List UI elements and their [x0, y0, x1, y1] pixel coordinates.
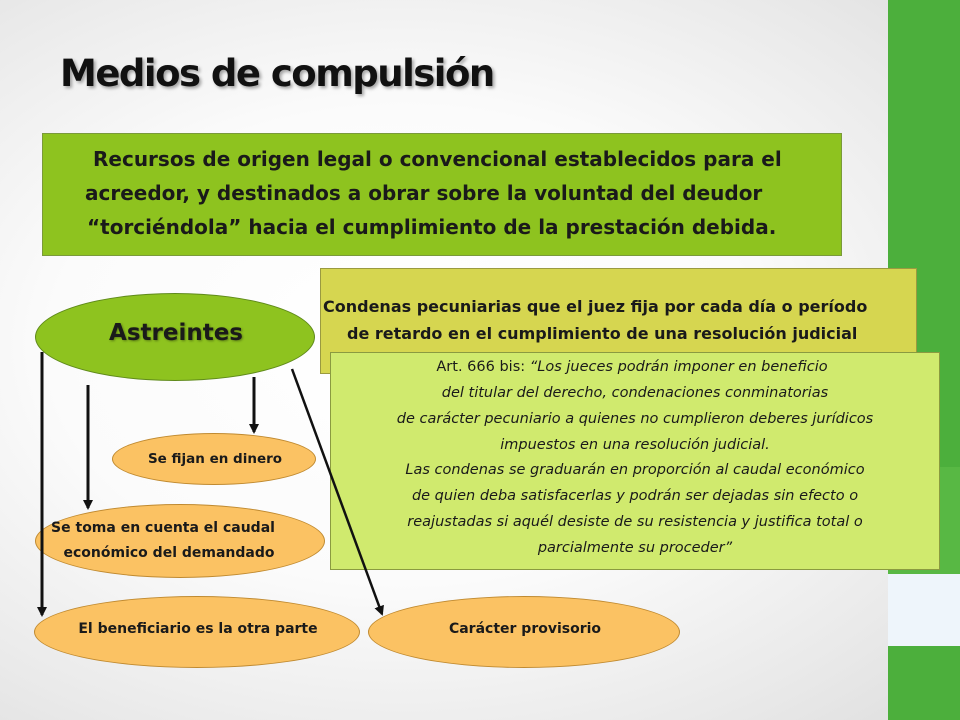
- article-line-4: impuestos en una resolución judicial.: [500, 437, 770, 453]
- summary-line-1: Condenas pecuniarias que el juez fija por cada día o período: [323, 297, 868, 316]
- article-line-3: de carácter pecuniario a quienes no cumplieron deberes jurídicos: [396, 411, 874, 427]
- article-line-5: Las condenas se graduarán en proporción al caudal económico: [405, 462, 865, 478]
- article-line-7: reajustadas si aquél desiste de su resistencia y justifica total o: [407, 514, 863, 530]
- article-line-8: parcialmente su proceder”: [537, 540, 733, 556]
- economic-capacity-line-1: Se toma en cuenta el caudal: [51, 520, 275, 536]
- article-line-6: de quien deba satisfacerlas y podrán ser dejadas sin efecto o: [411, 488, 859, 504]
- article-quote-start: “Los jueces podrán imponer en beneficio: [529, 359, 828, 375]
- beneficiary-label: El beneficiario es la otra parte: [78, 621, 318, 637]
- summary-line-2: de retardo en el cumplimiento de una resolución judicial: [347, 324, 858, 343]
- money-label: Se fijan en dinero: [147, 451, 283, 467]
- article-reference: Art. 666 bis:: [436, 359, 526, 375]
- slide-title: Medios de compulsión: [60, 52, 494, 95]
- arrow-to-provisional: [292, 369, 382, 614]
- article-line-2: del titular del derecho, condenaciones conminatorias: [441, 385, 829, 401]
- astreintes-label: Astreintes: [109, 320, 243, 346]
- definition-line-3: “torciéndola” hacia el cumplimiento de la prestación debida.: [87, 215, 777, 239]
- economic-capacity-line-2: económico del demandado: [63, 545, 275, 561]
- provisional-label: Carácter provisorio: [448, 621, 602, 637]
- definition-line-2: acreedor, y destinados a obrar sobre la voluntad del deudor: [85, 181, 763, 205]
- definition-line-1: Recursos de origen legal o convencional establecidos para el: [93, 147, 782, 171]
